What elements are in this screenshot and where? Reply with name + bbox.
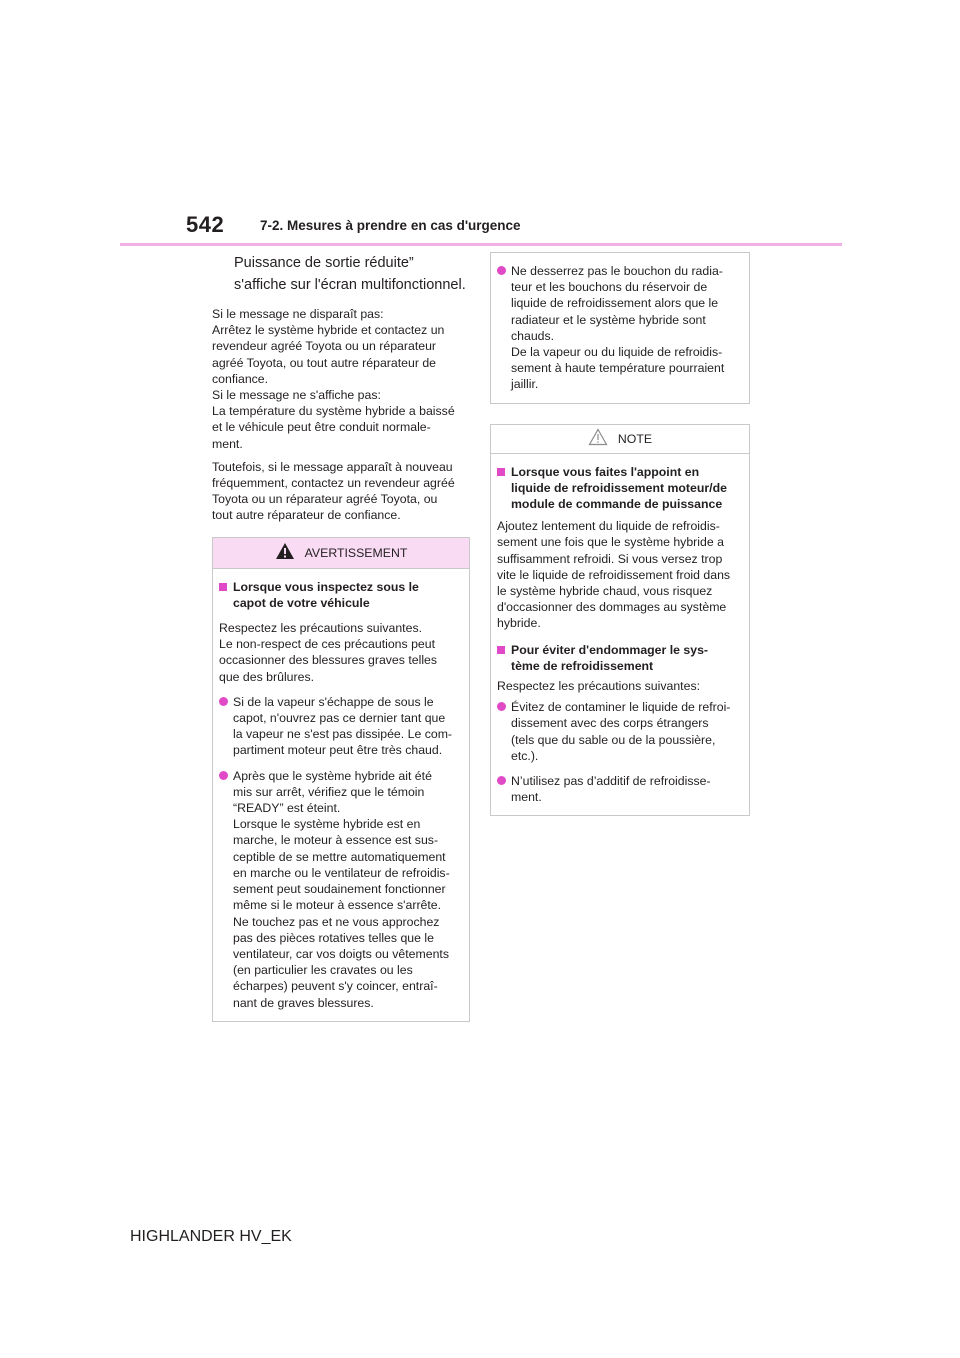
text-line: Ne touchez pas et ne vous approchez	[233, 914, 440, 929]
warning-continued-box	[490, 252, 750, 404]
text-line: Respectez les précautions suivantes.	[219, 621, 423, 636]
text-line: Si de la vapeur s'échappe de sous le	[233, 694, 434, 709]
text-line: marche, le moteur à essence est sus-	[233, 833, 439, 848]
square-bullet-icon	[219, 583, 227, 591]
text-line: tout autre réparateur de confiance.	[212, 508, 401, 523]
text-line: d'occasionner des dommages au système	[497, 600, 727, 615]
text-line: le système hybride chaud, vous risquez	[497, 584, 713, 599]
lead-line: s'affiche sur l'écran multifonctionnel.	[234, 277, 466, 293]
text-line: même si le moteur à essence s'arrête.	[233, 898, 442, 913]
note-bullet	[497, 773, 743, 805]
square-bullet-icon	[497, 468, 505, 476]
warning-bullet	[497, 263, 743, 393]
text-line: radiateur et le système hybride sont	[511, 312, 706, 327]
header-rule	[120, 243, 842, 246]
text-line: partiment moteur peut être très chaud.	[233, 743, 443, 758]
text-line: écharpes) peuvent s'y coincer, entraî-	[233, 979, 438, 994]
text-line: que des brûlures.	[219, 669, 315, 684]
section-title: 7-2. Mesures à prendre en cas d'urgence	[260, 218, 521, 233]
text-line: “READY” est éteint.	[233, 801, 341, 816]
round-bullet-icon	[219, 771, 228, 780]
text-line: Lorsque vous inspectez sous le	[233, 579, 419, 594]
text-line: tème de refroidissement	[511, 658, 654, 673]
left-column	[212, 252, 470, 1022]
text-line: ment.	[212, 436, 243, 451]
text-line: Ne desserrez pas le bouchon du radia-	[511, 264, 723, 278]
warning-body	[213, 569, 469, 1021]
round-bullet-icon	[497, 702, 506, 711]
text-line: vite le liquide de refroidissement froid dans	[497, 567, 731, 582]
warning-intro	[219, 620, 463, 685]
text-line: capot, n'ouvrez pas ce dernier tant que	[233, 711, 446, 726]
text-line: hybride.	[497, 616, 541, 631]
note-paragraph	[497, 518, 743, 631]
text-line: Respectez les précautions suivantes:	[497, 679, 701, 694]
text-line: nant de graves blessures.	[233, 995, 374, 1010]
text-line: dissement avec des corps étrangers	[511, 716, 709, 731]
text-line: Si le message ne disparaît pas:	[212, 307, 384, 321]
warning-box	[212, 537, 470, 1022]
text-line: en marche ou le ventilateur de refroidis-	[233, 865, 450, 880]
round-bullet-icon	[219, 697, 228, 706]
text-line: capot de votre véhicule	[233, 595, 370, 610]
round-bullet-icon	[497, 776, 506, 785]
text-line: occasionner des blessures graves telles	[219, 653, 438, 668]
note-bullet	[497, 699, 743, 764]
lead-text	[234, 252, 470, 296]
text-line: pas des pièces rotatives telles que le	[233, 930, 434, 945]
text-line: ventilateur, car vos doigts ou vêtements	[233, 946, 449, 961]
text-line: (en particulier les cravates ou les	[233, 963, 413, 978]
warning-title: AVERTISSEMENT	[304, 545, 408, 560]
text-line: suffisamment refroidi. Si vous versez trop	[497, 551, 723, 566]
note-body	[491, 454, 749, 816]
warning-header	[213, 538, 469, 569]
caution-triangle-outline-icon	[588, 428, 608, 449]
square-bullet-icon	[497, 646, 505, 654]
text-line: mis sur arrêt, vérifiez que le témoin	[233, 784, 425, 799]
text-line: De la vapeur ou du liquide de refroidis-	[511, 345, 723, 360]
text-line: (tels que du sable ou de la poussière,	[511, 732, 716, 747]
note-title: NOTE	[617, 431, 653, 446]
text-line: revendeur agréé Toyota ou un réparateur	[212, 339, 437, 354]
text-line: Toyota ou un réparateur agréé Toyota, ou	[212, 492, 438, 507]
text-line: Le non-respect de ces précautions peut	[219, 637, 436, 652]
warning-bullet	[219, 768, 463, 1011]
note-box	[490, 424, 750, 817]
note-intro	[497, 678, 743, 694]
text-line: sement à haute température pourraient	[511, 361, 725, 376]
paragraph-message	[212, 306, 470, 452]
text-line: Lorsque le système hybride est en	[233, 817, 421, 832]
text-line: fréquemment, contactez un revendeur agréé	[212, 476, 455, 491]
text-line: Arrêtez le système hybride et contactez un	[212, 323, 445, 338]
text-line: chauds.	[511, 328, 555, 343]
warning-triangle-icon	[275, 542, 295, 563]
note-subheading	[497, 464, 743, 513]
warning-subheading	[219, 579, 463, 611]
text-line: etc.).	[511, 748, 539, 763]
page-number: 542	[186, 212, 225, 237]
text-line: Lorsque vous faites l'appoint en	[511, 464, 700, 479]
text-line: Pour éviter d'endommager le sys-	[511, 642, 709, 657]
text-line: sement une fois que le système hybride a	[497, 535, 724, 550]
text-line: Toutefois, si le message apparaît à nouveau	[212, 459, 453, 474]
text-line: confiance.	[212, 371, 269, 386]
text-line: la vapeur ne s'est pas dissipée. Le com-	[233, 727, 453, 742]
text-line: module de commande de puissance	[511, 497, 723, 512]
text-line: liquide de refroidissement moteur/de	[511, 480, 727, 495]
footer-model-label: HIGHLANDER HV_EK	[130, 1228, 292, 1245]
text-line: jaillir.	[511, 377, 539, 392]
warning-continued-body	[491, 263, 749, 403]
round-bullet-icon	[497, 266, 506, 275]
text-line: et le véhicule peut être conduit normale-	[212, 420, 431, 435]
note-subheading	[497, 642, 743, 674]
text-line: liquide de refroidissement alors que le	[511, 296, 719, 311]
lead-line: Puissance de sortie réduite”	[234, 255, 414, 271]
text-line: ment.	[511, 790, 542, 805]
text-line: Évitez de contaminer le liquide de refroi-	[511, 700, 731, 715]
text-line: N’utilisez pas d’additif de refroidisse-	[511, 774, 711, 789]
text-line: agréé Toyota, ou tout autre réparateur de	[212, 355, 437, 370]
note-header	[491, 425, 749, 454]
text-line: Ajoutez lentement du liquide de refroidis-	[497, 519, 720, 534]
paragraph-dealer	[212, 459, 470, 524]
text-line: Si le message ne s'affiche pas:	[212, 388, 381, 403]
warning-bullet	[219, 694, 463, 759]
text-line: La température du système hybride a baissé	[212, 404, 455, 419]
right-column	[490, 252, 750, 816]
text-line: Après que le système hybride ait été	[233, 768, 432, 783]
text-line: sement peut soudainement fonctionner	[233, 882, 446, 897]
text-line: teur et les bouchons du réservoir de	[511, 280, 708, 295]
text-line: ceptible de se mettre automatiquement	[233, 849, 446, 864]
